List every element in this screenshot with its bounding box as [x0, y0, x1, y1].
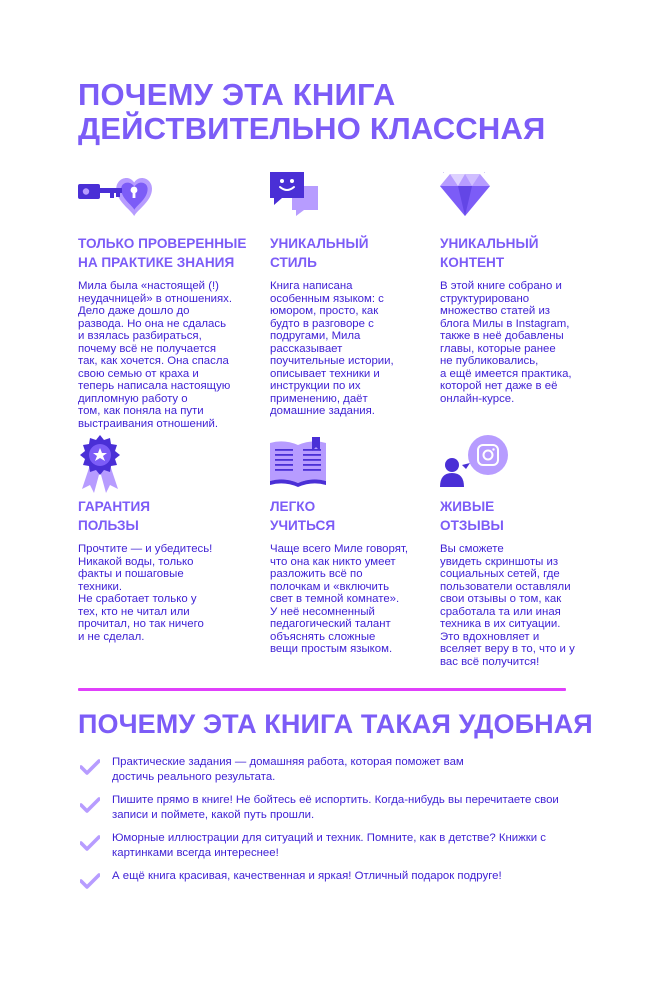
- feature-title: ГАРАНТИЯ ПОЛЬЗЫ: [78, 499, 151, 533]
- section-title: ПОЧЕМУ ЭТА КНИГА ТАКАЯ УДОБНАЯ: [78, 709, 593, 739]
- list-item: [78, 793, 559, 822]
- benefit-text: Юморные иллюстрации для ситуаций и техник. Помните, как в детстве? Книжки с картинками всегда интереснее!: [112, 832, 546, 859]
- main-title-line1: ПОЧЕМУ ЭТА КНИГА: [78, 77, 396, 112]
- list-item: [78, 831, 546, 860]
- feature-guarantee: [78, 435, 253, 643]
- feature-title: УНИКАЛЬНЫЙ СТИЛЬ: [270, 236, 369, 270]
- instagram-person-icon: [440, 435, 520, 487]
- feature-title: ЖИВЫЕ ОТЗЫВЫ: [440, 499, 504, 533]
- open-book-icon: [270, 435, 350, 487]
- feature-practice: [78, 172, 253, 430]
- feature-title: ЛЕГКО УЧИТЬСЯ: [270, 499, 336, 533]
- feature-text: Вы сможете увидеть скриншоты из социальных сетей, где пользователи оставляли свои отзывы о том, как сработала та или иная техника в их ситуации. Это вдохновляет и вселяет веру в то, что и у вас всё получится!: [440, 543, 575, 668]
- feature-style: [270, 172, 445, 418]
- diamond-icon: [440, 172, 520, 224]
- main-title-line2: ДЕЙСТВИТЕЛЬНО КЛАССНАЯ: [78, 111, 546, 146]
- chat-bubbles-icon: [270, 172, 350, 224]
- checkmark-icon: [80, 797, 100, 813]
- feature-text: В этой книге собрано и структурировано множество статей из блога Милы в Instagram, также в неё добавлены главы, которые ранее не публиковались, а ещё имеется практика, которой нет даже в её онлайн-курсе.: [440, 280, 572, 405]
- feature-text: Книга написана особенным языком: с юмором, просто, как будто в разговоре с подругами, Мила рассказывает поучительные истории, описывает техники и инструкции по их применению, даёт домашние задания.: [270, 280, 394, 417]
- feature-reviews: [440, 435, 615, 668]
- benefit-text: Практические задания — домашняя работа, которая поможет вам достичь реального результата.: [112, 756, 464, 783]
- section-divider: [78, 688, 566, 691]
- feature-easy: [270, 435, 445, 656]
- benefit-text: Пишите прямо в книге! Не бойтесь её испортить. Когда-нибудь вы перечитаете свои записи и поймете, какой путь прошли.: [112, 794, 559, 821]
- feature-text: Прочтите — и убедитесь! Никакой воды, только факты и пошаговые техники. Не сработает только у тех, кто не читал или прочитал, но так ничего и не сделал.: [78, 543, 213, 643]
- feature-title: УНИКАЛЬНЫЙ КОНТЕНТ: [440, 236, 539, 270]
- list-item: [78, 869, 502, 884]
- award-badge-icon: [78, 435, 158, 487]
- feature-text: Чаще всего Миле говорят, что она как никто умеет разложить всё по полочкам и «включить свет в темной комнате». У неё несомненный педагогический талант объяснять сложные вещи простым языком.: [270, 543, 409, 655]
- main-title: [78, 78, 598, 146]
- benefit-text: А ещё книга красивая, качественная и яркая! Отличный подарок подруге!: [112, 870, 502, 882]
- list-item: [78, 755, 464, 784]
- feature-text: Мила была «настоящей (!) неудачницей» в отношениях. Дело даже дошло до развода. Но она не сдалась и взялась разбираться, почему всё не получается так, как хочется. Она спасла свою семью от краха и теперь написала настоящую дипломную работу о том, как поняла на пути выстраивания отношений.: [78, 280, 233, 430]
- checkmark-icon: [80, 873, 100, 889]
- checkmark-icon: [80, 835, 100, 851]
- key-heart-icon: [78, 172, 158, 224]
- feature-title: ТОЛЬКО ПРОВЕРЕННЫЕ НА ПРАКТИКЕ ЗНАНИЯ: [78, 236, 247, 270]
- checkmark-icon: [80, 759, 100, 775]
- feature-content: [440, 172, 615, 405]
